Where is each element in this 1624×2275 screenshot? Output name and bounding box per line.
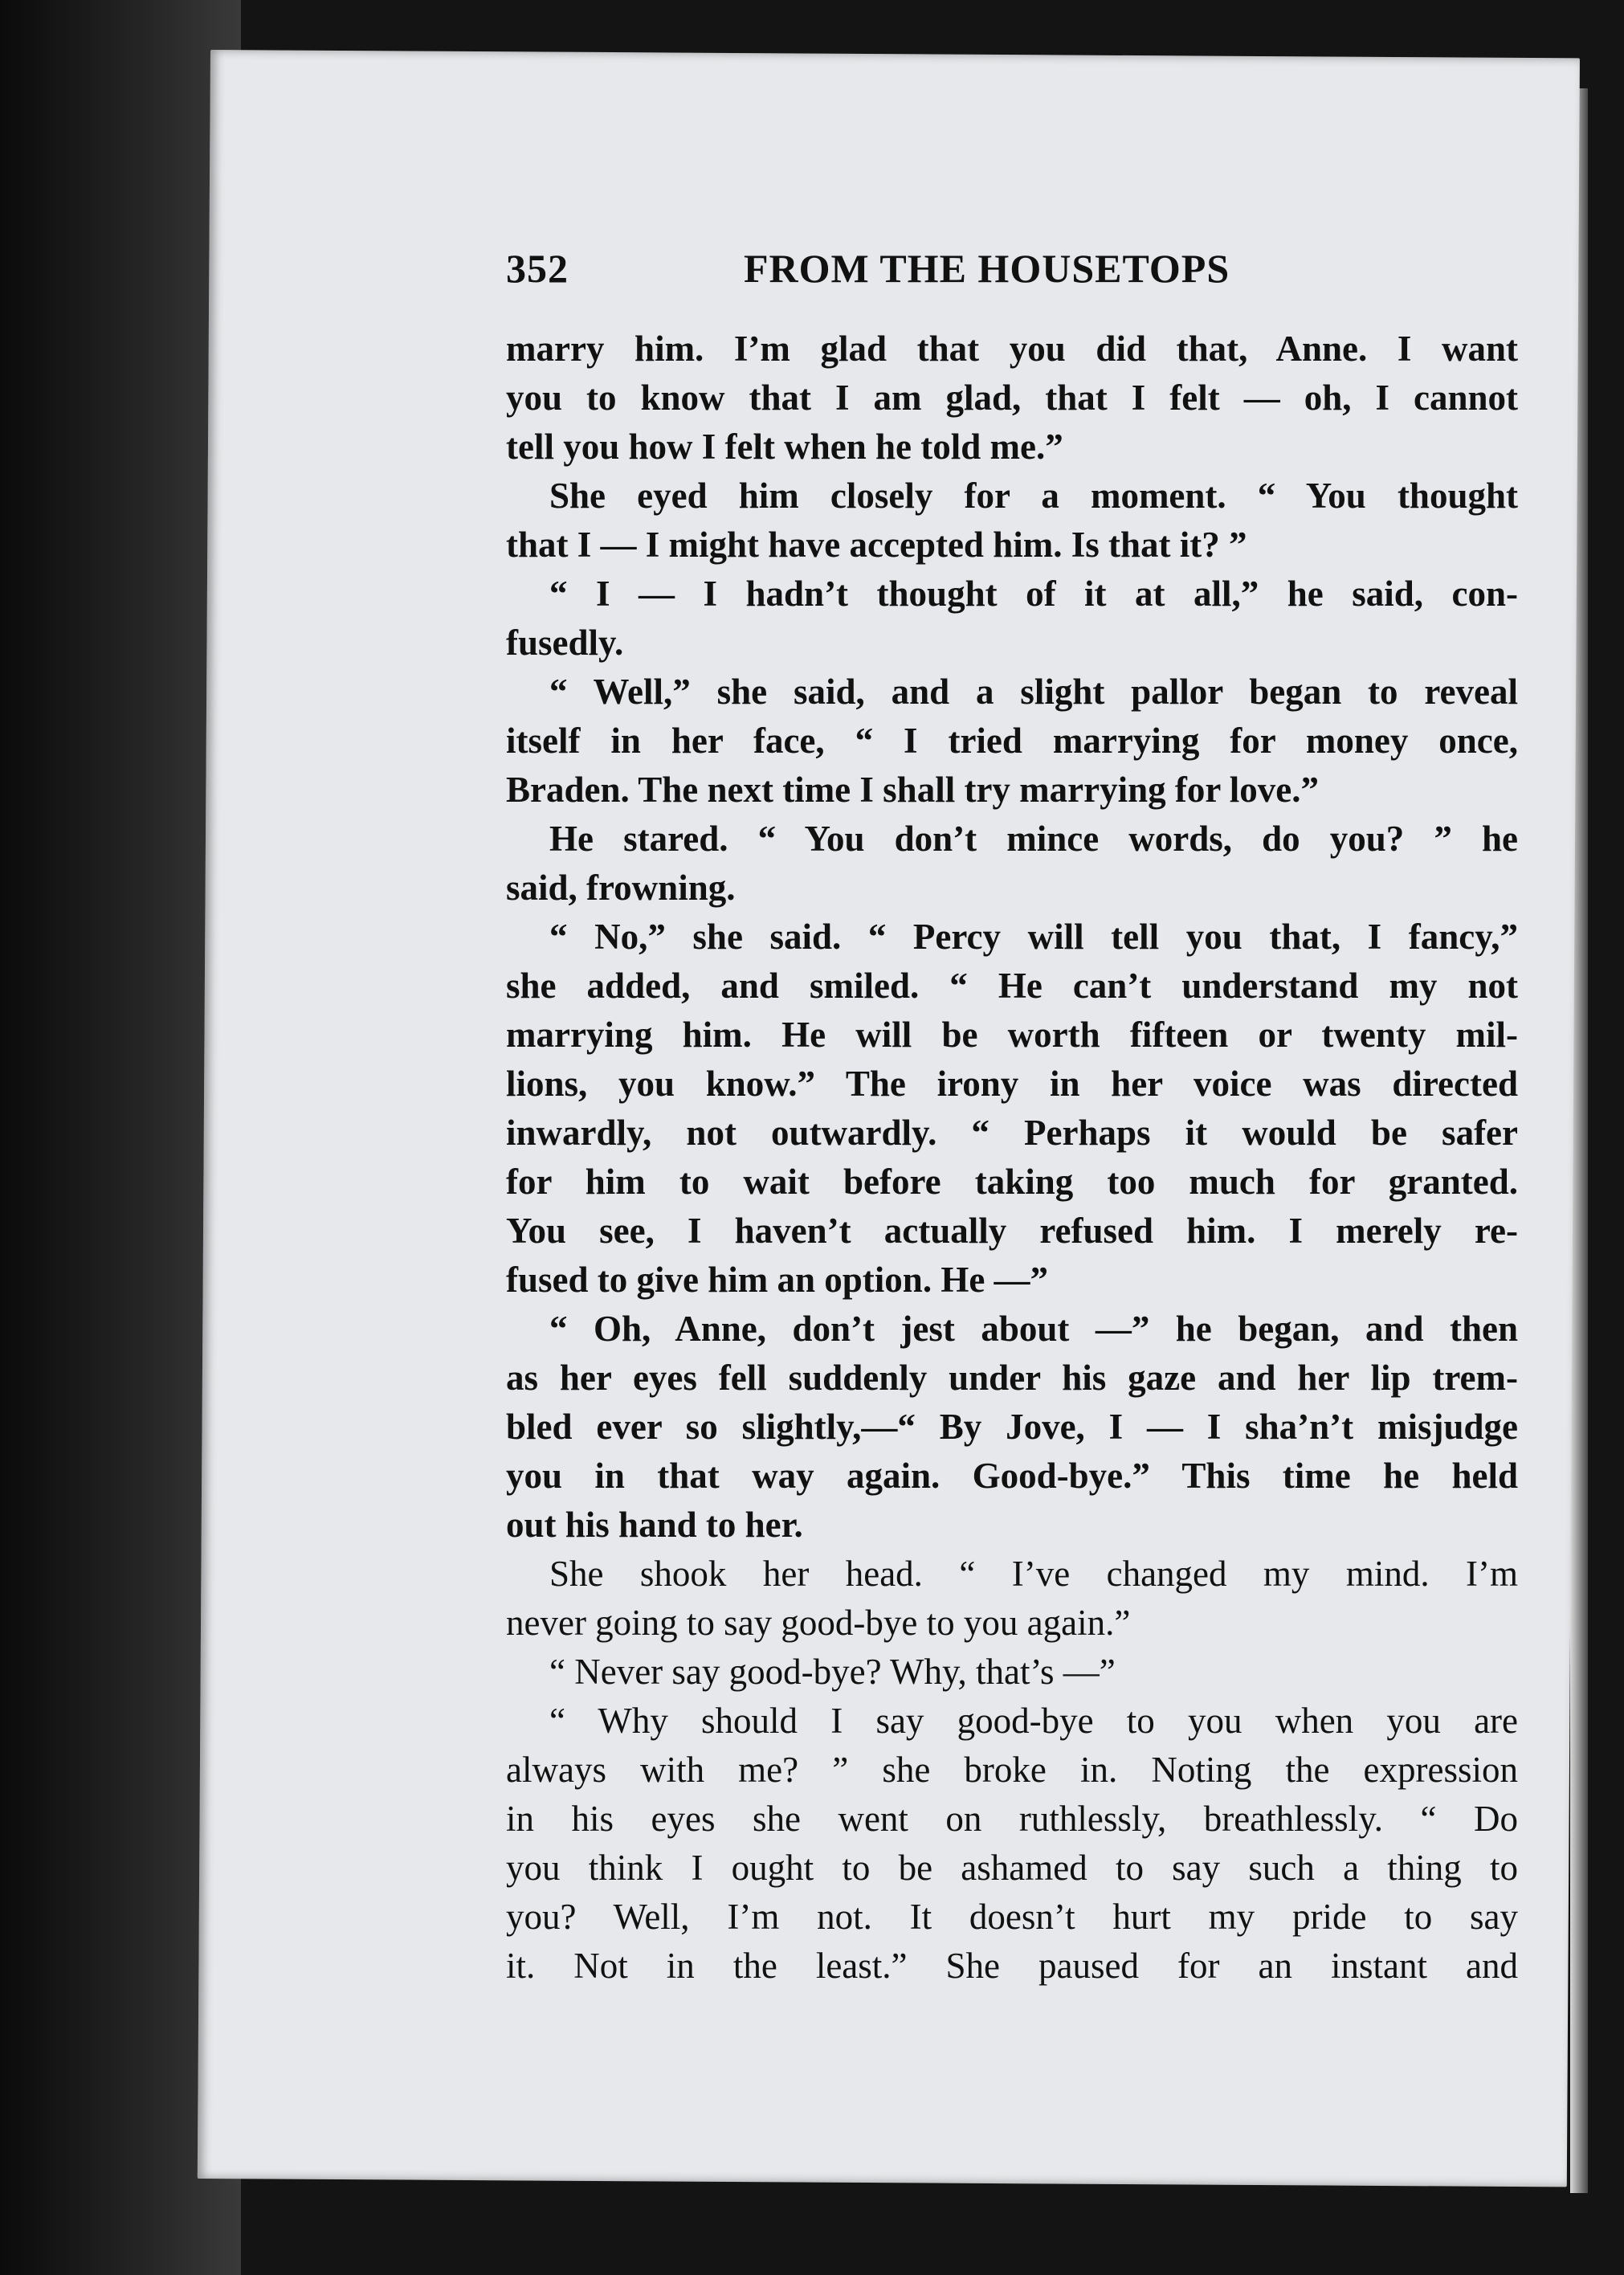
text-line: “ Why should I say good-bye to you when you are [549,1701,1518,1741]
text-line: she added, and smiled. “ He can’t understand my not [506,966,1518,1006]
text-line: you in that way again. Good-bye.” This time he held [506,1456,1518,1496]
text-line: You see, I haven’t actually refused him. I merely re- [506,1211,1518,1251]
text-line: itself in her face, “ I tried marrying for money once, [506,721,1518,761]
text-line: inwardly, not outwardly. “ Perhaps it would be safer [506,1113,1518,1153]
page-header [506,245,1518,301]
text-line: you to know that I am glad, that I felt — oh, I cannot [506,378,1518,418]
text-line: fused to give him an option. He —” [506,1260,1049,1300]
text-line: always with me? ” she broke in. Noting the expression [506,1750,1518,1790]
running-head: FROM THE HOUSETOPS [744,246,1230,291]
text-line: marry him. I’m glad that you did that, Anne. I want [506,329,1518,369]
text-line: that I — I might have accepted him. Is that it? ” [506,525,1247,565]
text-line: “ I — I hadn’t thought of it at all,” he said, con- [549,574,1518,614]
text-line: She shook her head. “ I’ve changed my mind. I’m [549,1554,1518,1594]
text-line: Braden. The next time I shall try marrying for love.” [506,770,1319,810]
text-line: it. Not in the least.” She paused for an instant and [506,1946,1518,1986]
text-line: in his eyes she went on ruthlessly, breathlessly. “ Do [506,1799,1518,1839]
text-line: lions, you know.” The irony in her voice was directed [506,1064,1518,1104]
text-line: “ Well,” she said, and a slight pallor began to reveal [549,672,1518,712]
text-line: as her eyes fell suddenly under his gaze and her lip trem- [506,1358,1518,1398]
text-line: never going to say good-bye to you again.” [506,1603,1131,1643]
text-line: you? Well, I’m not. It doesn’t hurt my pride to say [506,1897,1518,1937]
text-line: He stared. “ You don’t mince words, do you? ” he [549,819,1518,859]
text-line: marrying him. He will be worth fifteen or twenty mil- [506,1015,1518,1055]
page-number: 352 [506,246,569,291]
text-line: said, frowning. [506,868,736,908]
text-line: bled ever so slightly,—“ By Jove, I — I sha’n’t misjudge [506,1407,1518,1447]
text-line: “ No,” she said. “ Percy will tell you that, I fancy,” [549,917,1518,957]
text-line: tell you how I felt when he told me.” [506,427,1063,467]
text-line: you think I ought to be ashamed to say such a thing to [506,1848,1518,1888]
text-line: “ Oh, Anne, don’t jest about —” he began, and then [549,1309,1518,1349]
text-line: for him to wait before taking too much for granted. [506,1162,1518,1202]
text-line: She eyed him closely for a moment. “ You thought [549,476,1518,516]
text-line: “ Never say good-bye? Why, that’s —” [549,1652,1116,1692]
text-line: out his hand to her. [506,1505,803,1545]
text-line: fusedly. [506,623,624,663]
